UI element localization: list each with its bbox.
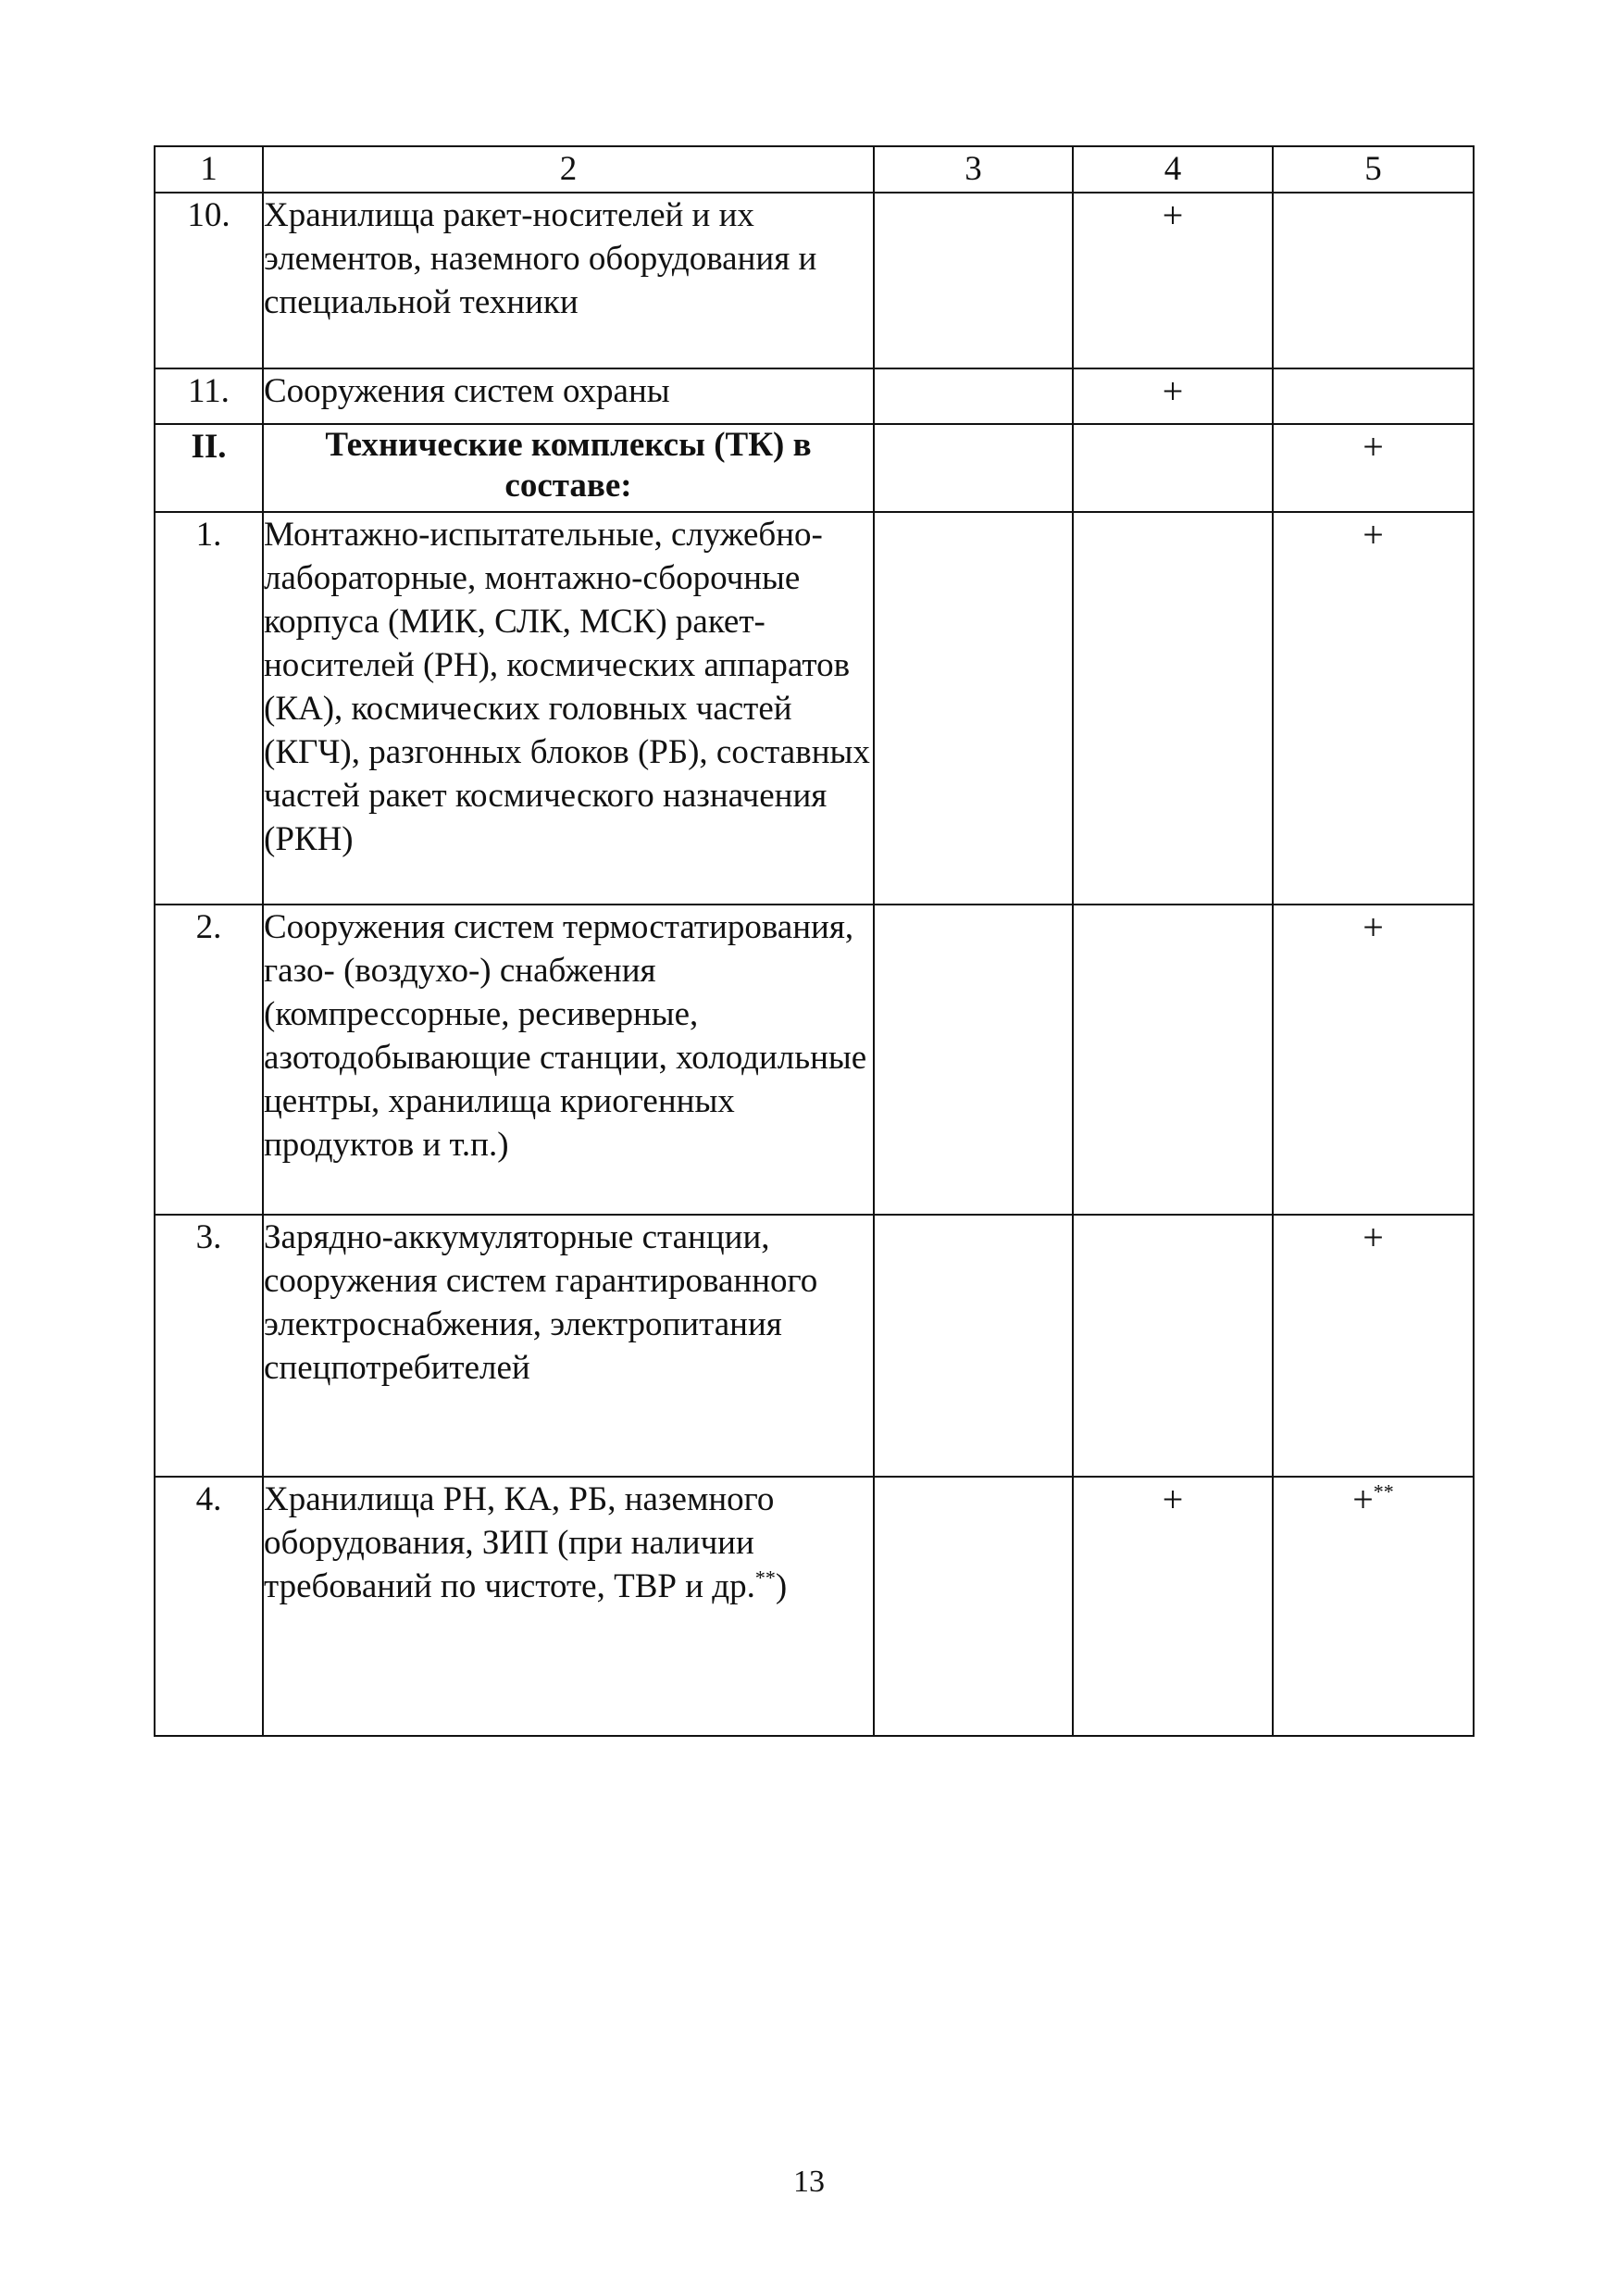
mark-cell xyxy=(1073,1215,1273,1477)
mark-cell: + xyxy=(1273,1215,1474,1477)
mark-cell xyxy=(1073,512,1273,905)
section-row xyxy=(155,424,1474,512)
mark-cell xyxy=(1073,424,1273,512)
table-row xyxy=(155,193,1474,368)
mark-cell xyxy=(874,1477,1073,1736)
mark-cell xyxy=(1073,905,1273,1215)
row-description-cell xyxy=(263,1477,874,1736)
mark-cell xyxy=(874,424,1073,512)
section-number: II. xyxy=(155,424,263,512)
column-header: 4 xyxy=(1073,146,1273,193)
mark-cell xyxy=(1273,193,1474,368)
table-row xyxy=(155,512,1474,905)
column-header: 2 xyxy=(263,146,874,193)
row-number: 4. xyxy=(155,1477,263,1736)
footnote-marker: ** xyxy=(1373,1479,1394,1504)
mark-cell: + xyxy=(1073,1477,1273,1736)
row-description: Монтажно-испытательные, служебно-лабораторные, монтажно-сборочные корпуса (МИК, СЛК, МСК) ракет-носителей (РН), космических аппаратов (КА), космических головных частей (КГЧ), разгонных блоков (РБ), составных частей ракет космического назначения (РКН) xyxy=(263,512,874,905)
row-description: Сооружения систем охраны xyxy=(263,368,874,424)
mark-cell xyxy=(874,512,1073,905)
mark-cell xyxy=(874,368,1073,424)
row-number: 3. xyxy=(155,1215,263,1477)
row-number: 11. xyxy=(155,368,263,424)
row-description: Сооружения систем термостатирования, газо- (воздухо-) снабжения (компрессорные, ресиверные, азотодобывающие станции, холодильные центры, хранилища криогенных продуктов и т.п.) xyxy=(263,905,874,1215)
mark-cell xyxy=(874,905,1073,1215)
table-row xyxy=(155,1477,1474,1736)
footnote-marker: ** xyxy=(754,1566,776,1590)
page-number: 13 xyxy=(793,2165,825,2199)
row-number: 10. xyxy=(155,193,263,368)
table-row xyxy=(155,368,1474,424)
table-header-row xyxy=(155,146,1474,193)
column-header: 5 xyxy=(1273,146,1474,193)
requirements-table xyxy=(154,145,1475,1737)
mark-cell: + xyxy=(1273,905,1474,1215)
column-header: 3 xyxy=(874,146,1073,193)
mark-cell: + xyxy=(1273,424,1474,512)
row-number: 1. xyxy=(155,512,263,905)
mark-cell-with-footnote xyxy=(1273,1477,1474,1736)
row-description: Хранилища РН, КА, РБ, наземного оборудования, ЗИП (при наличии требований по чистоте, ТВР и др. xyxy=(264,1480,775,1605)
column-header: 1 xyxy=(155,146,263,193)
table-row xyxy=(155,905,1474,1215)
mark-cell xyxy=(874,193,1073,368)
row-number: 2. xyxy=(155,905,263,1215)
mark-cell: + xyxy=(1273,512,1474,905)
mark-cell xyxy=(1273,368,1474,424)
row-description-tail: ) xyxy=(775,1567,788,1605)
plus-mark: + xyxy=(1352,1479,1374,1520)
section-title-cell xyxy=(263,424,874,512)
mark-cell: + xyxy=(1073,193,1273,368)
table-row xyxy=(155,1215,1474,1477)
row-description: Хранилища ракет-носителей и их элементов, наземного оборудования и специальной техники xyxy=(263,193,874,368)
section-title: Технические комплексы (ТК) в составе: xyxy=(325,426,812,505)
mark-cell xyxy=(874,1215,1073,1477)
row-description: Зарядно-аккумуляторные станции, сооружения систем гарантированного электроснабжения, электропитания спецпотребителей xyxy=(263,1215,874,1477)
mark-cell: + xyxy=(1073,368,1273,424)
